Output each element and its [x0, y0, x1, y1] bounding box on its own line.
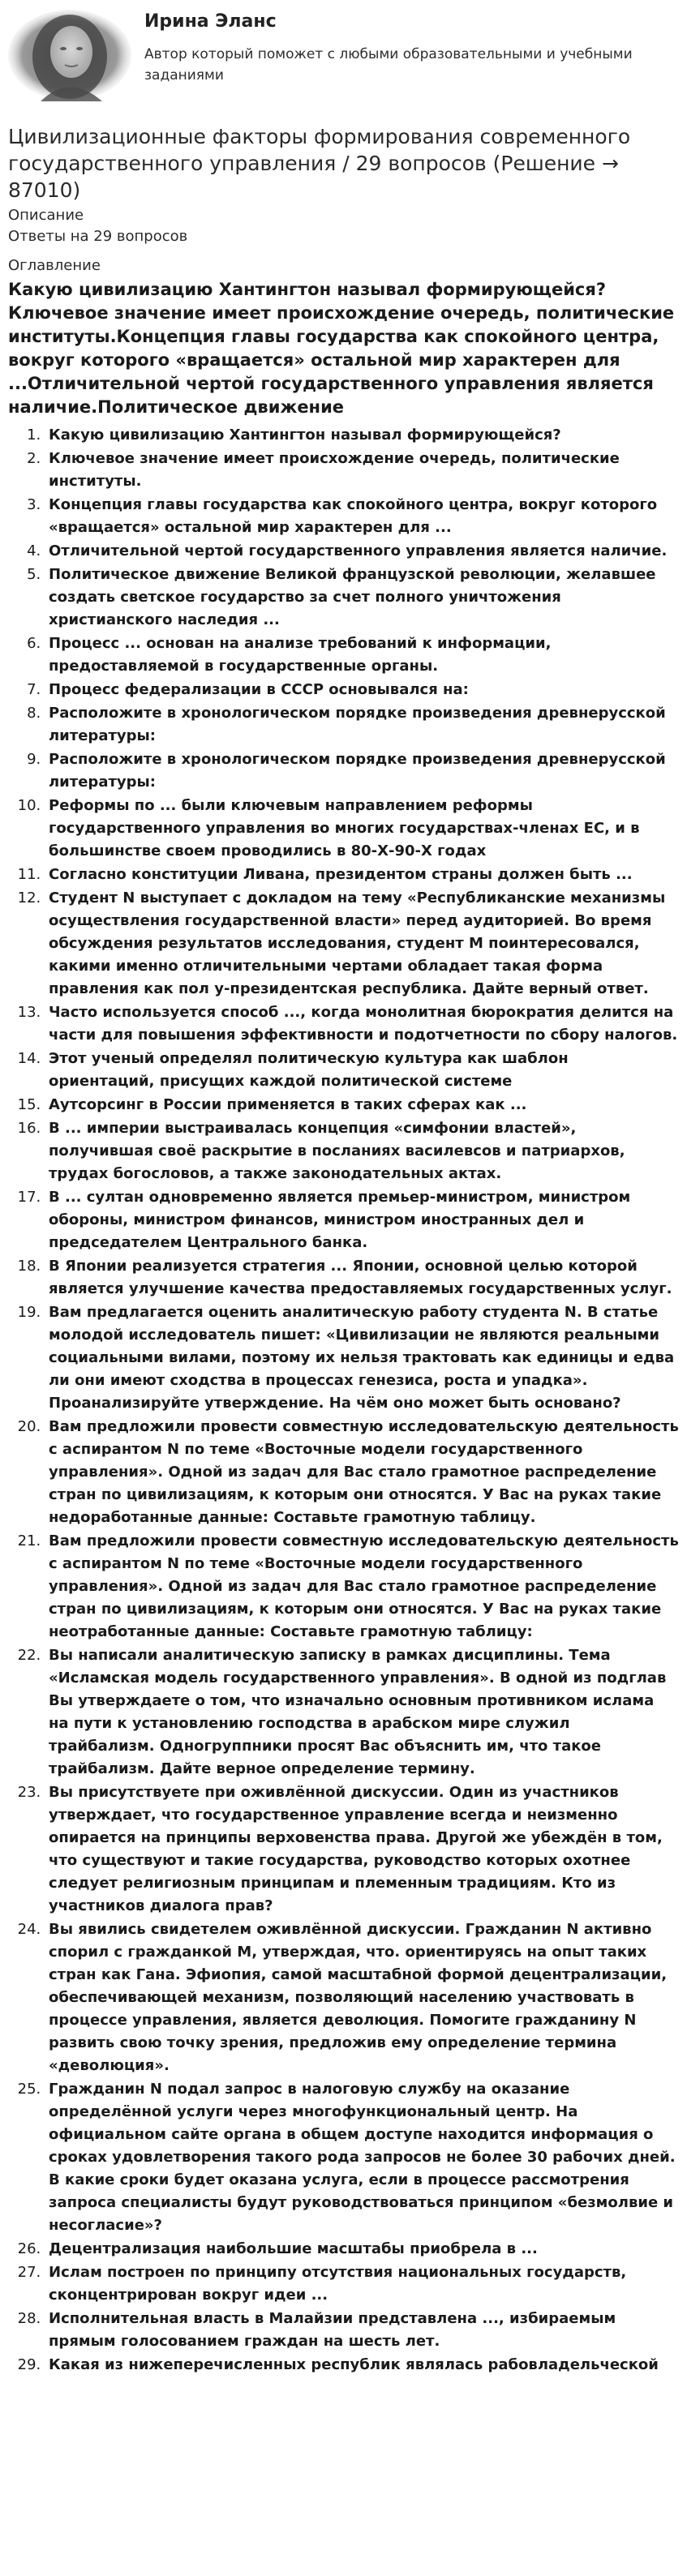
- question-item: 25. Гражданин N подал запрос в налоговую службу на оказание определённой услуги через многофункциональный центр. На официальном сайте органа в общем доступе находится информация о сроках удовлетворения такого рода запросов не более 30 рабочих дней. В какие сроки будет оказана услуга, если в процессе рассмотрения запроса специалисты будут руководствоваться принципом «безмолвие и несогласие»?: [45, 2078, 679, 2237]
- question-item: 24. Вы явились свидетелем оживлённой дискуссии. Гражданин N активно спорил с гражданкой М, утверждая, что. ориентируясь на опыт таких стран как Гана. Эфиопия, самой масштабной формой децентрализации, обеспечивающей механизм, позволяющий населению участвовать в процессе управления, является деволюция. Помогите гражданину N развить свою точку зрения, предложив ему определение термина «деволюция».: [45, 1918, 679, 2077]
- description-label: Описание: [8, 207, 84, 224]
- question-item: 16. В ... империи выстраивалась концепция «симфонии властей», получившая своё раскрытие в посланиях василевсов и патриархов, трудах богословов, а также законодательных актах.: [45, 1117, 679, 1185]
- question-item: 11. Согласно конституции Ливана, президентом страны должен быть ...: [45, 864, 679, 886]
- question-item: 22. Вы написали аналитическую записку в рамках дисциплины. Тема «Исламская модель государственного управления». В одной из подглав Вы утверждаете о том, что изначально основным противником ислама на пути к установлению господства в арабском мире служил трайбализм. Одногруппники просят Вас объяснить им, что такое трайбализм. Дайте верное определение термину.: [45, 1644, 679, 1781]
- question-item: 13. Часто используется способ ..., когда монолитная бюрократия делится на части для повышения эффективности и подотчетности по сбору налогов.: [45, 1001, 679, 1047]
- question-item: 4. Отличительной чертой государственного управления является наличие.: [45, 540, 679, 563]
- question-item: 28. Исполнительная власть в Малайзии представлена ..., избираемым прямым голосованием граждан на шесть лет.: [45, 2308, 679, 2353]
- question-item: 5. Политическое движение Великой французской революции, желавшее создать светское государство за счет полного уничтожения христианского наследия ...: [45, 564, 679, 632]
- question-item: 17. В ... султан одновременно является премьер-министром, министром обороны, министром финансов, министром иностранных дел и председателем Центрального банка.: [45, 1186, 679, 1254]
- question-item: 3. Концепция главы государства как спокойного центра, вокруг которого «вращается» остальной мир характерен для ...: [45, 494, 679, 539]
- question-item: 26. Децентрализация наибольшие масштабы приобрела в ...: [45, 2238, 679, 2261]
- question-item: 20. Вам предложили провести совместную исследовательскую деятельность с аспирантом N по теме «Восточные модели государственного управления». Одной из задач для Вас стало грамотное распределение стран по цивилизациям, к которым они относятся. У Вас на руках такие недоработанные данные: Составьте грамотную таблицу.: [45, 1416, 679, 1529]
- author-description: Автор который поможет с любыми образовательными и учебными заданиями: [144, 46, 633, 84]
- question-item: 18. В Японии реализуется стратегия ... Японии, основной целью которой является улучшение качества предоставляемых государственных услуг.: [45, 1255, 679, 1301]
- question-item: 2. Ключевое значение имеет происхождение очередь, политические институты.: [45, 448, 679, 493]
- question-item: 21. Вам предложили провести совместную исследовательскую деятельность с аспирантом N по теме «Восточные модели государственного управления». Одной из задач для Вас стало грамотное распределение стран по цивилизациям, к которым они относятся. У Вас на руках такие неотработанные данные: Составьте грамотную таблицу:: [45, 1530, 679, 1644]
- question-item: 6. Процесс ... основан на анализе требований к информации, предоставляемой в государственные органы.: [45, 632, 679, 678]
- question-item: 10. Реформы по ... были ключевым направлением реформы государственного управления во многих государствах-членах ЕС, и в большинстве своем проводились в 80-Х-90-Х годах: [45, 795, 679, 863]
- author-avatar[interactable]: [5, 8, 133, 101]
- toc-heading: Какую цивилизацию Хантингтон называл формирующейся?Ключевое значение имеет происхождение очередь, политические институты.Концепция главы государства как спокойного центра, вокруг которого «вращается» остальной мир характерен для ...Отличительной чертой государственного управления является наличие.Политическое движение: [8, 280, 675, 417]
- document-title: Цивилизационные факторы формирования современного государственного управления / 29 вопросов (Решение → 87010): [8, 125, 631, 202]
- question-item: 19. Вам предлагается оценить аналитическую работу студента N. В статье молодой исследователь пишет: «Цивилизации не являются реальными социальными вилами, поэтому их нельзя трактовать как единицы и едва ли они имеют сходства в процессах генезиса, роста и упадка». Проанализируйте утверждение. На чём оно может быть основано?: [45, 1301, 679, 1415]
- toc-label: Оглавление: [8, 257, 101, 274]
- question-item: 23. Вы присутствуете при оживлённой дискуссии. Один из участников утверждает, что государственное управление всегда и неизменно опирается на принципы верховенства права. Другой же убеждён в том, что существуют и такие государства, руководство которых охотнее следует религиозным принципам и племенным традициям. Кто из участников диалога прав?: [45, 1781, 679, 1918]
- question-item: 7. Процесс федерализации в СССР основывался на:: [45, 679, 679, 701]
- question-item: 14. Этот ученый определял политическую культура как шаблон ориентаций, присущих каждой политической системе: [45, 1048, 679, 1093]
- question-item: 12. Студент N выступает с докладом на тему «Республиканские механизмы осуществления государственной власти» перед аудиторией. Во время обсуждения результатов исследования, студент М поинтересовался, какими именно отличительными чертами обладает такая форма правления как пол у-президентская республика. Дайте верный ответ.: [45, 887, 679, 1001]
- author-name[interactable]: Ирина Эланс: [144, 11, 277, 32]
- description-text: Ответы на 29 вопросов: [8, 228, 188, 245]
- author-meta: [144, 8, 639, 86]
- question-item: 1. Какую цивилизацию Хантингтон называл формирующейся?: [45, 424, 679, 447]
- question-item: 27. Ислам построен по принципу отсутствия национальных государств, сконцентрирован вокруг идеи ...: [45, 2261, 679, 2307]
- question-item: 15. Аутсорсинг в России применяется в таких сферах как ...: [45, 1094, 679, 1117]
- question-item: 9. Расположите в хронологическом порядке произведения древнерусской литературы:: [45, 748, 679, 794]
- question-item: 8. Расположите в хронологическом порядке произведения древнерусской литературы:: [45, 702, 679, 748]
- question-list: [8, 424, 679, 2377]
- author-header: [8, 8, 679, 107]
- question-item: 29. Какая из нижеперечисленных республик являлась рабовладельческой: [45, 2354, 679, 2377]
- avatar-illustration: [5, 8, 133, 101]
